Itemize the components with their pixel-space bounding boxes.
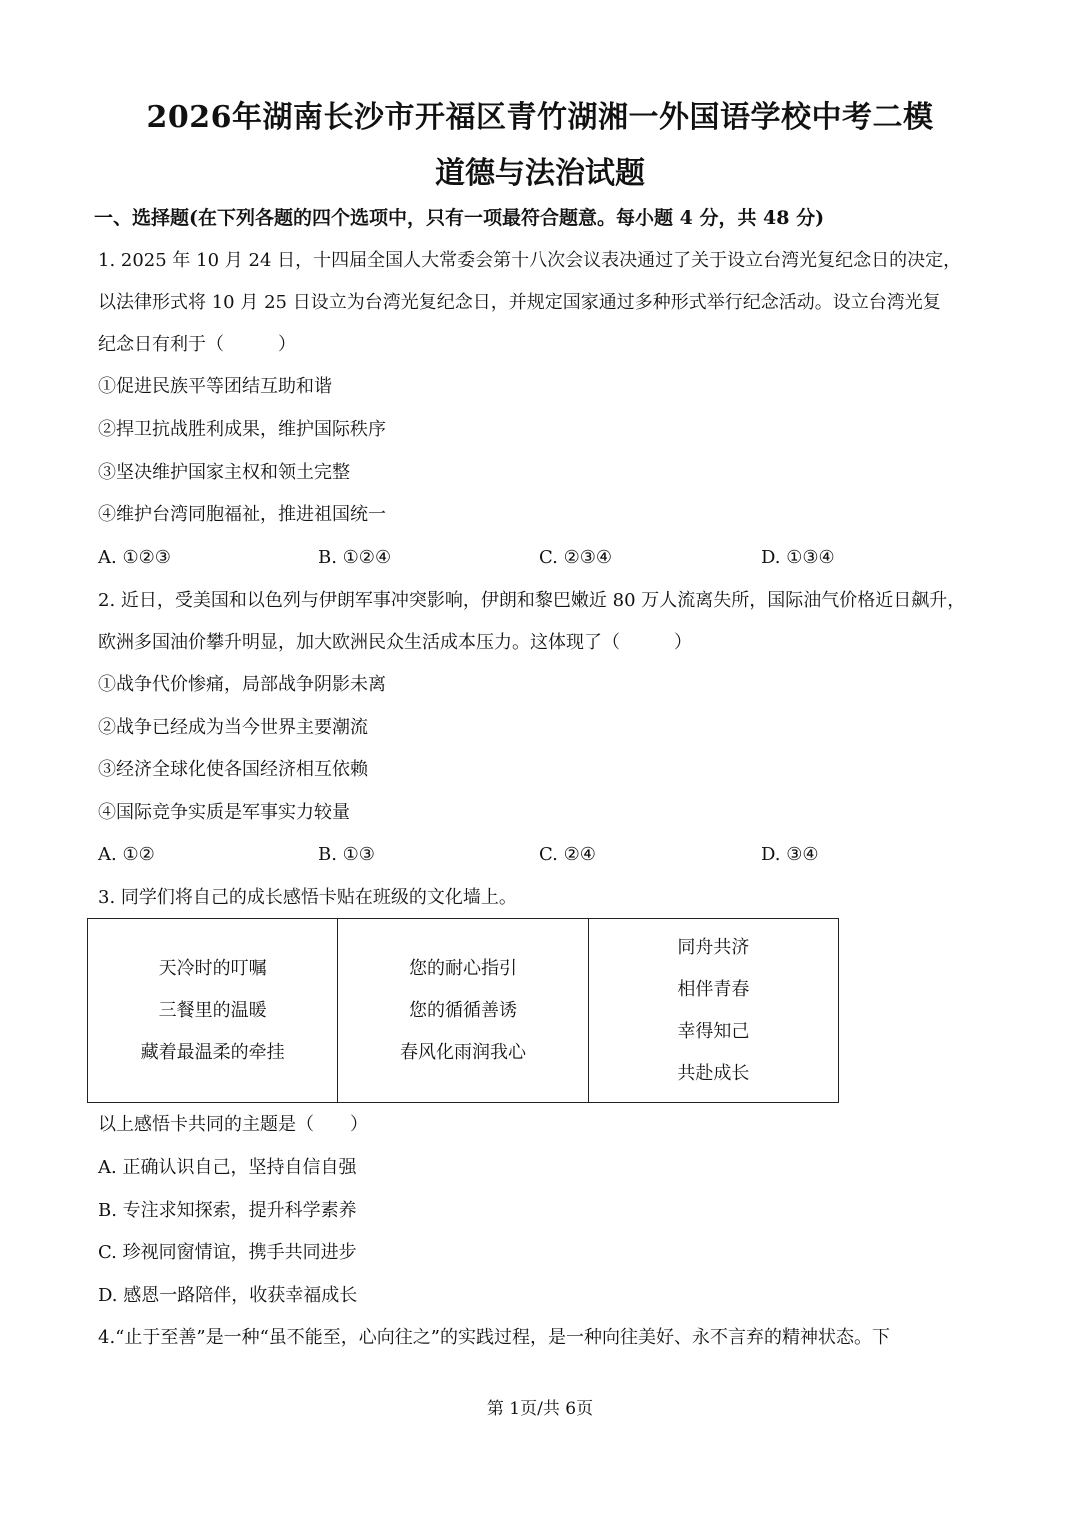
q1-option-a: A. ①②③ — [98, 547, 171, 568]
card-3-line-4: 共赴成长 — [677, 1062, 750, 1084]
card-1-line-2: 三餐里的温暖 — [158, 999, 267, 1021]
section-heading: 一、选择题(在下列各题的四个选项中，只有一项最符合题意。每小题 4 分，共 48 分) — [94, 207, 825, 229]
card-3 — [588, 919, 838, 1103]
q1-statement-4: ④维护台湾同胞福祉，推进祖国统一 — [98, 504, 386, 525]
card-3-line-2: 相伴青春 — [677, 978, 750, 1000]
card-2 — [338, 919, 588, 1103]
q1-statement-2: ②捍卫抗战胜利成果，维护国际秩序 — [98, 419, 386, 440]
card-3-line-3: 幸得知己 — [677, 1020, 750, 1042]
q4-line-1: 4.“止于至善”是一种“虽不能至，心向往之”的实践过程，是一种向往美好、永不言弃的精神状态。下 — [98, 1327, 890, 1348]
q2-line-1: 2. 近日，受美国和以色列与伊朗军事冲突影响，伊朗和黎巴嫩近 80 万人流离失所，国际油气价格近日飙升， — [98, 590, 966, 611]
q1-line-1: 1. 2025 年 10 月 24 日，十四届全国人大常委会第十八次会议表决通过了关于设立台湾光复纪念日的决定， — [98, 250, 962, 271]
q3-option-c: C. 珍视同窗情谊，携手共同进步 — [98, 1242, 357, 1263]
q2-statement-1: ①战争代价惨痛，局部战争阴影未离 — [98, 674, 386, 695]
q2-line-2: 欧洲多国油价攀升明显，加大欧洲民众生活成本压力。这体现了（ ） — [98, 632, 692, 653]
exam-title: 2026年湖南长沙市开福区青竹湖湘一外国语学校中考二模 — [146, 100, 934, 135]
card-2-line-2: 您的循循善诱 — [408, 999, 517, 1021]
q3-option-b: B. 专注求知探索，提升科学素养 — [98, 1200, 357, 1221]
card-1-line-3: 藏着最温柔的牵挂 — [140, 1041, 285, 1063]
q1-line-2: 以法律形式将 10 月 25 日设立为台湾光复纪念日，并规定国家通过多种形式举行纪念活动。设立台湾光复 — [98, 292, 941, 313]
q2-option-b: B. ①③ — [318, 844, 375, 865]
q1-option-d: D. ①③④ — [761, 547, 835, 568]
card-1 — [88, 919, 338, 1103]
card-2-line-1: 您的耐心指引 — [408, 957, 517, 979]
q2-option-c: C. ②④ — [539, 844, 596, 865]
card-2-line-3: 春风化雨润我心 — [399, 1041, 526, 1063]
exam-subtitle: 道德与法治试题 — [435, 156, 645, 191]
q1-statement-1: ①促进民族平等团结互助和谐 — [98, 376, 332, 397]
q3-question: 以上感悟卡共同的主题是（ ） — [98, 1114, 368, 1135]
q2-option-d: D. ③④ — [761, 844, 819, 865]
q2-statement-2: ②战争已经成为当今世界主要潮流 — [98, 717, 368, 738]
q3-stem: 3. 同学们将自己的成长感悟卡贴在班级的文化墙上。 — [98, 887, 517, 908]
q1-statement-3: ③坚决维护国家主权和领土完整 — [98, 462, 350, 483]
q1-option-c: C. ②③④ — [539, 547, 612, 568]
page-number: 第 1页/共 6页 — [486, 1399, 594, 1419]
q3-option-a: A. 正确认识自己，坚持自信自强 — [98, 1157, 357, 1178]
q2-statement-4: ④国际竞争实质是军事实力较量 — [98, 802, 350, 823]
q1-option-b: B. ①②④ — [318, 547, 392, 568]
q2-option-a: A. ①② — [98, 844, 155, 865]
reflection-cards-table — [87, 918, 839, 1103]
card-1-line-1: 天冷时的叮嘱 — [158, 957, 267, 979]
q2-statement-3: ③经济全球化使各国经济相互依赖 — [98, 759, 368, 780]
q3-option-d: D. 感恩一路陪伴，收获幸福成长 — [98, 1285, 358, 1306]
q1-line-3: 纪念日有利于（ ） — [98, 334, 296, 355]
card-3-line-1: 同舟共济 — [677, 936, 750, 958]
